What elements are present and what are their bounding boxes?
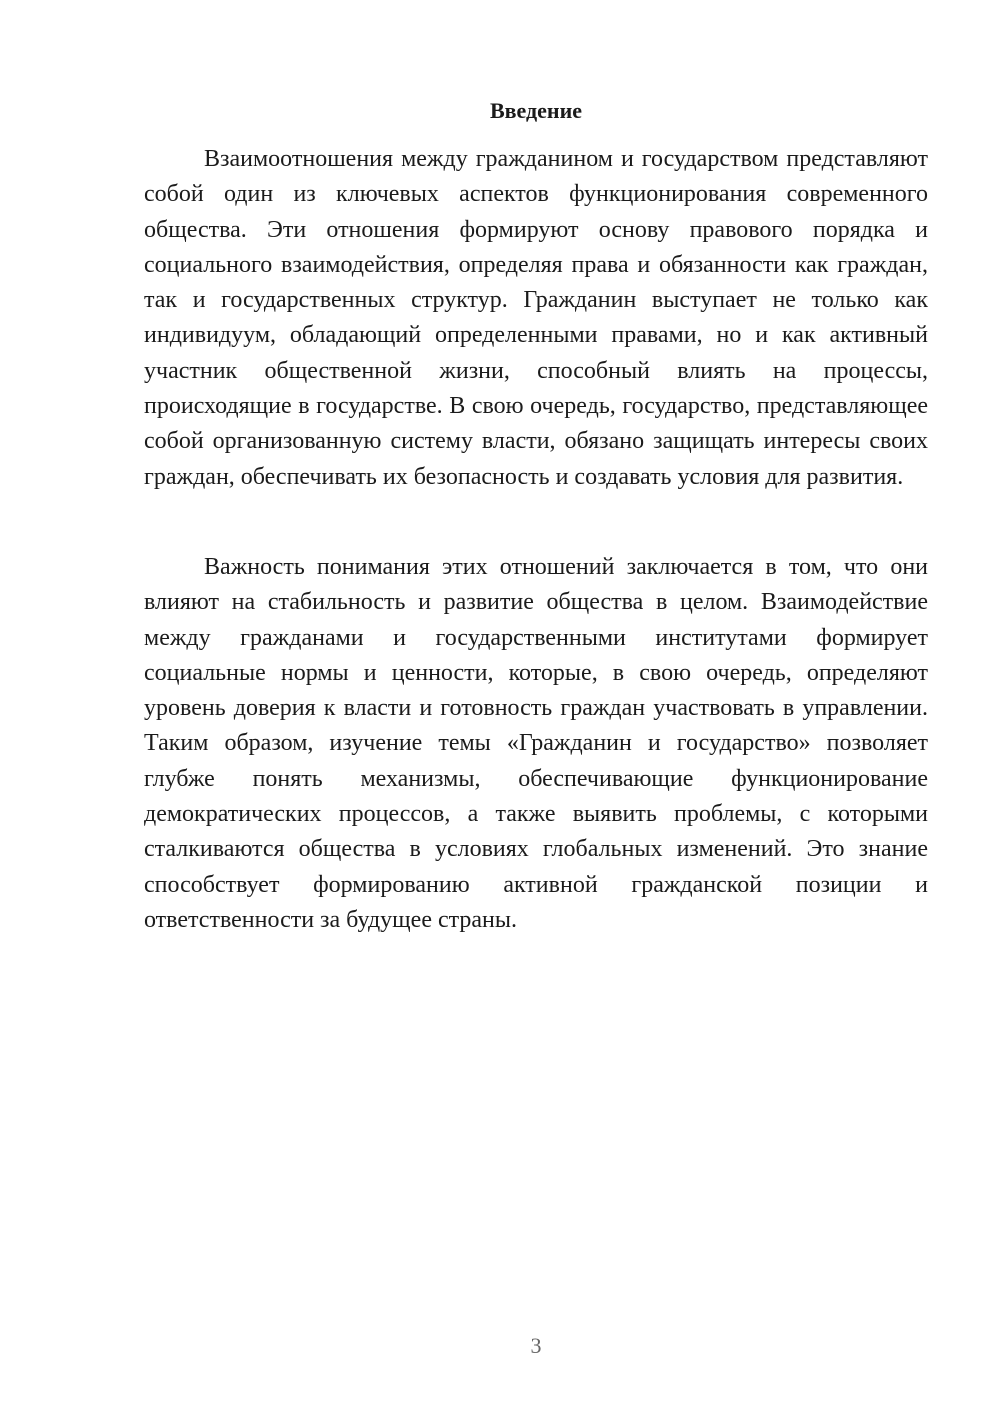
section-heading: Введение: [489, 98, 583, 123]
page-number: 3: [530, 1333, 542, 1358]
paragraph-2: Важность понимания этих отношений заключается в том, что они влияют на стабильность и развитие общества в целом. Взаимодействие между гражданами и государственными институтами формирует социальные нормы и ценности, которые, в свою очередь, определяют уровень доверия к власти и готовность граждан участвовать в управлении. Таким образом, изучение темы «Гражданин и государство» позволяет глубже понять механизмы, обеспечивающие функционирование демократических процессов, а также выявить проблемы, с которыми сталкиваются общества в условиях глобальных изменений. Это знание способствует формированию активной гражданской позиции и ответственности за будущее страны.: [144, 554, 928, 933]
paragraph-1: Взаимоотношения между гражданином и государством представляют собой один из ключевых аспектов функционирования современного общества. Эти отношения формируют основу правового порядка и социального взаимодействия, определяя права и обязанности как граждан, так и государственных структур. Гражданин выступает не только как индивидуум, обладающий определенными правами, но и как активный участник общественной жизни, способный влиять на процессы, происходящие в государстве. В свою очередь, государство, представляющее собой организованную систему власти, обязано защищать интересы своих граждан, обеспечивать их безопасность и создавать условия для развития.: [144, 146, 928, 490]
